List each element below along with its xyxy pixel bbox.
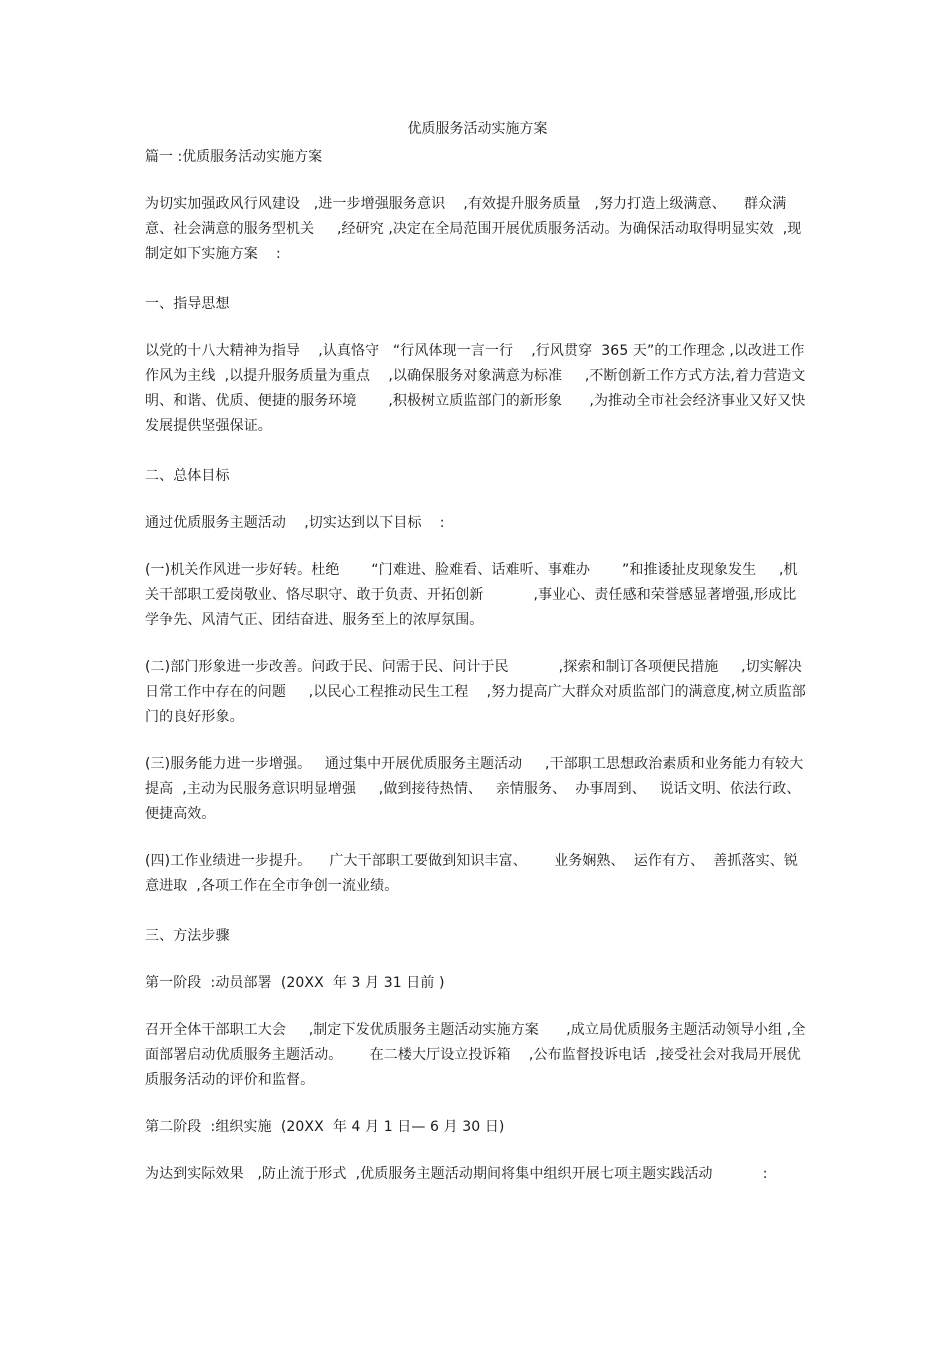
stage-1-heading: 第一阶段 :动员部署 (20XX 年 3 月 31 日前 ): [145, 975, 445, 991]
stage-1-paragraph: 召开全体干部职工大会 ,制定下发优质服务主题活动实施方案 ,成立局优质服务主题活动领导小组 ,全面部署启动优质服务主题活动。 在二楼大厅设立投诉箱 ,公布监督投诉电话 ,接受社会对我局开展优质服务活动的评价和监督。: [145, 1022, 806, 1088]
intro-paragraph: 为切实加强政风行风建设 ,进一步增强服务意识 ,有效提升服务质量 ,努力打造上级满意、 群众满意、社会满意的服务型机关 ,经研究 ,决定在全局范围开展优质服务活动。为确保活动取得明显实效 ,现制定如下实施方案 :: [145, 196, 802, 262]
goal-item-4: (四)工作业绩进一步提升。 广大干部职工要做到知识丰富、 业务娴熟、 运作有方、 善抓落实、锐意进取 ,各项工作在全市争创一流业绩。: [145, 853, 798, 894]
document-title: 优质服务活动实施方案: [407, 121, 548, 137]
section-heading-guiding-thought: 一、指导思想: [145, 296, 230, 312]
section-heading-overall-goal: 二、总体目标: [145, 468, 230, 484]
goal-item-3: (三)服务能力进一步增强。 通过集中开展优质服务主题活动 ,干部职工思想政治素质和业务能力有较大提高 ,主动为民服务意识明显增强 ,做到接待热情、 亲情服务、 办事周到、 说话文明、依法行政、便捷高效。: [145, 756, 804, 822]
stage-2-heading: 第二阶段 :组织实施 (20XX 年 4 月 1 日— 6 月 30 日): [145, 1119, 505, 1135]
stage-2-paragraph: 为达到实际效果 ,防止流于形式 ,优质服务主题活动期间将集中组织开展七项主题实践活动 :: [145, 1166, 768, 1182]
section-heading-methods-steps: 三、方法步骤: [145, 928, 230, 944]
goal-item-2: (二)部门形象进一步改善。问政于民、问需于民、问计于民 ,探索和制订各项便民措施 ,切实解决日常工作中存在的问题 ,以民心工程推动民生工程 ,努力提高广大群众对质监部门的满意度,树立质监部门的良好形象。: [145, 659, 806, 725]
document-subtitle: 篇一 :优质服务活动实施方案: [145, 149, 323, 165]
guiding-thought-paragraph: 以党的十八大精神为指导 ,认真恪守 “行风体现一言一行 ,行风贯穿 365 天”的工作理念 ,以改进工作作风为主线 ,以提升服务质量为重点 ,以确保服务对象满意为标准 ,不断创新工作方式方法,着力营造文明、和谐、优质、便捷的服务环境 ,积极树立质监部门的新形象 ,为推动全市社会经济事业又好又快发展提供坚强保证。: [145, 343, 806, 434]
goal-intro-paragraph: 通过优质服务主题活动 ,切实达到以下目标 :: [145, 515, 445, 531]
goal-item-1: (一)机关作风进一步好转。杜绝 “门难进、脸难看、话难听、事难办 ”和推诿扯皮现象发生 ,机关干部职工爱岗敬业、恪尽职守、敢于负责、开拓创新 ,事业心、责任感和荣誉感显著增强,形成比学争先、风清气正、团结奋进、服务至上的浓厚氛围。: [145, 562, 798, 628]
document-body: [145, 118, 810, 1187]
